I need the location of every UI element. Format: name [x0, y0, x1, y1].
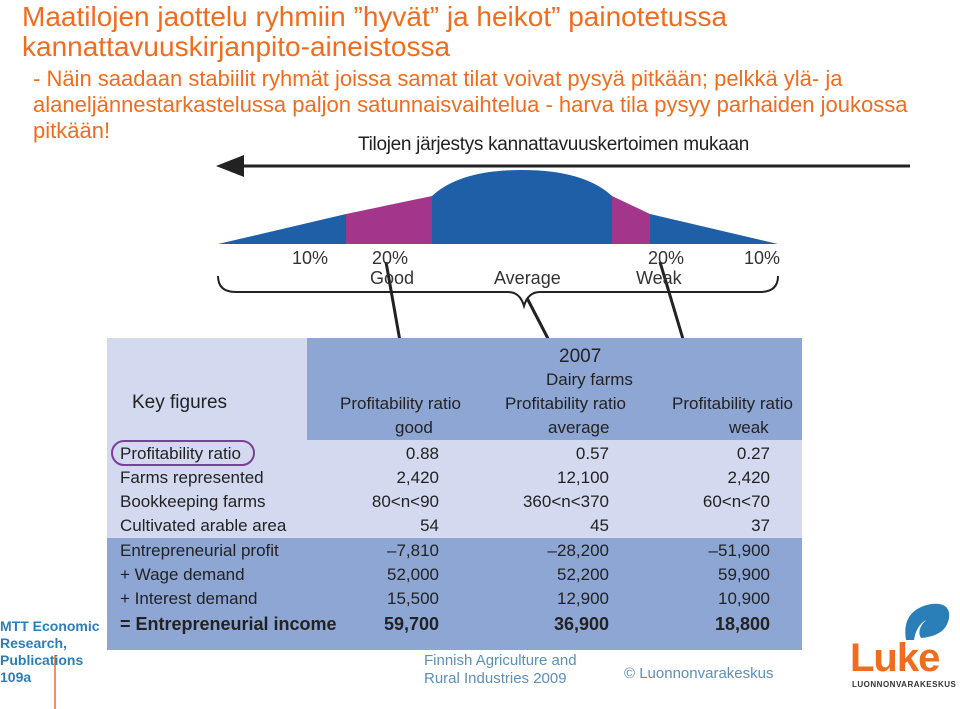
row-label: + Wage demand: [120, 565, 245, 584]
row-value-average: 52,200: [557, 565, 609, 584]
row-value-good-total: 59,700: [383, 614, 439, 634]
row-value-average: 45: [590, 516, 609, 535]
row-value-good: 15,500: [387, 589, 439, 608]
row-value-average-total: 36,900: [553, 614, 609, 634]
col-average-line1: Profitability ratio: [505, 394, 626, 413]
col-good-line1: Profitability ratio: [340, 394, 461, 413]
footer-publisher-line3: Publications: [0, 652, 84, 668]
row-value-good: 0.88: [405, 444, 439, 463]
luke-logo-word: Luke: [850, 636, 940, 680]
luke-logo-sub: LUONNONVARAKESKUS: [852, 680, 957, 689]
slide-subtitle: - Näin saadaan stabiilit ryhmät joissa samat tilat voivat pysyä pitkään; pelkkä ylä- ja alaneljännestarkastelussa paljon satunnaisvaihtelua - harva tila pysyy parhaiden joukossa pitkään!: [33, 66, 908, 143]
row-value-good: –7,810: [387, 541, 439, 560]
ranking-label: Tilojen järjestys kannattavuuskertoimen mukaan: [358, 134, 750, 155]
key-figures-table: [107, 338, 802, 650]
row-label: Entrepreneurial profit: [120, 541, 279, 560]
footer-source-line2: Rural Industries 2009: [424, 670, 567, 687]
label-weak: Weak: [636, 268, 682, 288]
col-weak-line2: weak: [729, 418, 769, 437]
footer-source: [424, 652, 577, 688]
row-value-average: 360<n<370: [522, 492, 609, 511]
pct-left-outer: 10%: [292, 248, 329, 268]
row-value-weak-total: 18,800: [714, 614, 770, 634]
row-value-average: 12,900: [557, 589, 609, 608]
row-value-weak: 59,900: [718, 565, 770, 584]
row-value-good: 54: [420, 516, 439, 535]
ranking-arrow-head: [216, 155, 244, 177]
header-bg-key: [107, 338, 307, 440]
row-label-total: = Entrepreneurial income: [120, 614, 337, 634]
row-value-average: –28,200: [547, 541, 609, 560]
footer-publisher-line2: Research,: [0, 635, 67, 651]
col-good-line2: good: [395, 418, 433, 437]
row-value-average: 12,100: [557, 468, 609, 487]
footer-publisher-line4: 109a: [0, 669, 32, 685]
row-label: Farms represented: [120, 468, 264, 487]
distribution-center-dome: [432, 170, 612, 244]
col-average-line2: average: [548, 418, 610, 437]
pct-left-inner: 20%: [372, 248, 409, 268]
row-value-good: 52,000: [387, 565, 439, 584]
table-subheader: Dairy farms: [546, 370, 633, 389]
row-value-weak: 60<n<70: [702, 492, 770, 511]
label-average: Average: [494, 268, 561, 288]
slide-title: Maatilojen jaottelu ryhmiin ”hyvät” ja heikot” painotetussa kannattavuuskirjanpito-aineistossa: [22, 1, 728, 62]
pct-right-inner: 20%: [648, 248, 685, 268]
row-value-weak: 10,900: [718, 589, 770, 608]
footer-publisher: [0, 618, 100, 686]
footer-source-line1: Finnish Agriculture and: [424, 652, 577, 669]
pct-right-outer: 10%: [744, 248, 781, 268]
col-weak-line1: Profitability ratio: [672, 394, 793, 413]
row-value-average: 0.57: [575, 444, 609, 463]
row-value-weak: 0.27: [736, 444, 770, 463]
row-label: Bookkeeping farms: [120, 492, 266, 511]
table-year: 2007: [559, 346, 602, 367]
row-value-weak: 37: [751, 516, 770, 535]
row-label: + Interest demand: [120, 589, 258, 608]
luke-leaf-icon: [905, 604, 949, 640]
row-label: Cultivated arable area: [120, 516, 287, 535]
row-value-weak: 2,420: [727, 468, 770, 487]
row-value-weak: –51,900: [708, 541, 770, 560]
footer-copyright: © Luonnonvarakeskus: [624, 665, 774, 682]
row-value-good: 80<n<90: [371, 492, 439, 511]
row-value-good: 2,420: [396, 468, 439, 487]
row-label: Profitability ratio: [120, 444, 241, 463]
key-figures-label: Key figures: [132, 392, 228, 413]
footer-publisher-line1: MTT Economic: [0, 618, 100, 634]
label-good: Good: [370, 268, 415, 288]
